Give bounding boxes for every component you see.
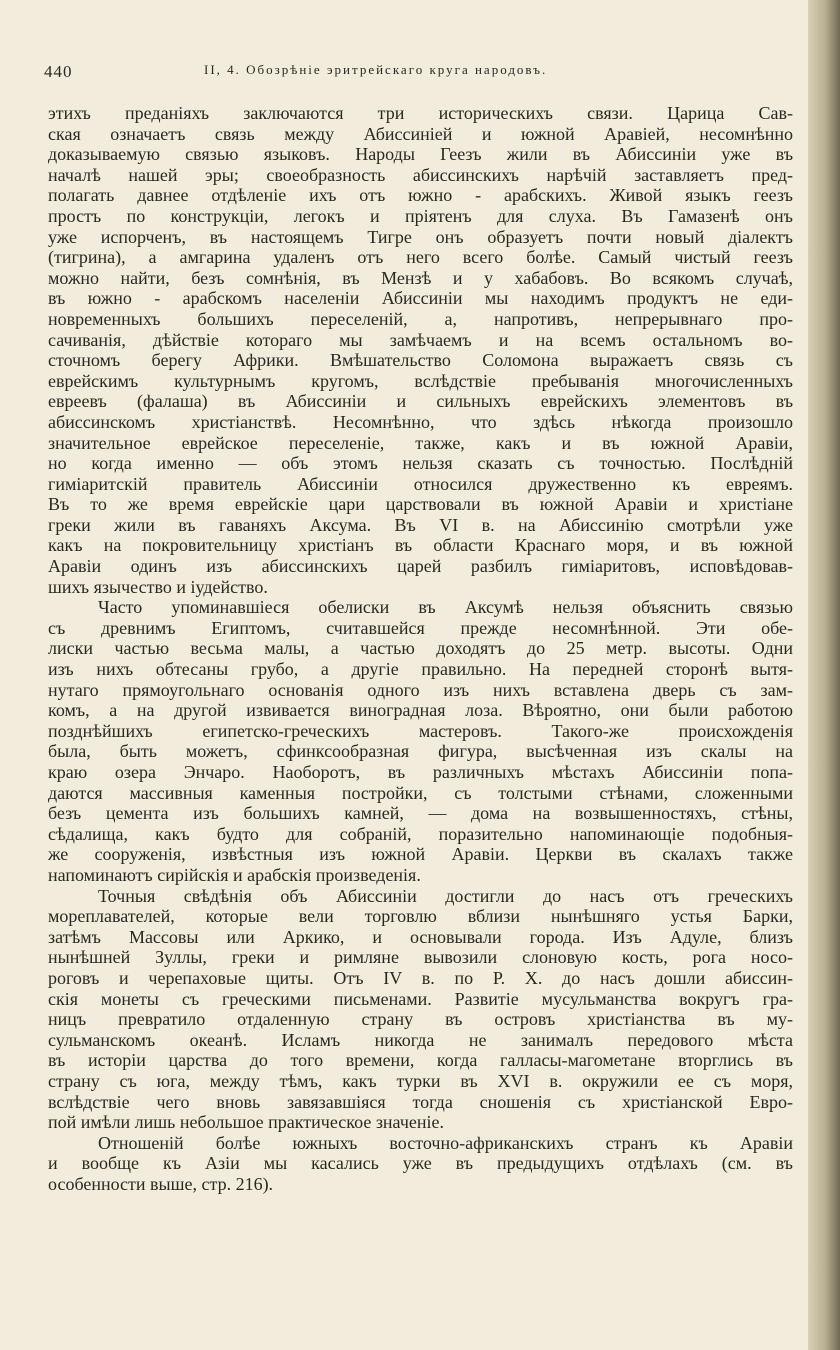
- text-line: нутаго прямоугольнаго основанія одного изъ нихъ вставлена дверь съ зам-: [48, 679, 793, 700]
- running-title: II, 4. Обозрѣніе эритрейскаго круга народовъ.: [204, 62, 548, 77]
- text-line: сѣдалища, какъ будто для собраній, поразительно напоминающіе подобныя-: [48, 823, 793, 844]
- page-edge: [808, 0, 840, 1350]
- text-line: пой имѣли лишь небольшое практическое значеніе.: [48, 1112, 444, 1133]
- text-line: евреевъ (фалаша) въ Абиссиніи и сильныхъ еврейскихъ элементовъ въ: [48, 391, 793, 412]
- text-line: краю озера Энчаро. Наоборотъ, въ различныхъ мѣстахъ Абиссиніи попа-: [48, 762, 793, 782]
- text-line: вслѣдствіе чего вновь завязавшіяся тогда сношенія съ христіанской Евро-: [48, 1091, 793, 1112]
- text-line: даются массивныя каменныя постройки, съ толстыми стѣнами, сложенными: [48, 782, 793, 803]
- text-line: страну съ юга, между тѣмъ, какъ турки въ XVI в. окружили ее съ моря,: [48, 1070, 793, 1091]
- text-line: сточномъ берегу Африки. Вмѣшательство Соломона выражаетъ связь съ: [48, 350, 793, 371]
- text-line: позднѣйшихъ египетско-греческихъ мастеровъ. Такого-же происхожденія: [48, 720, 793, 741]
- text-line: Въ то же время еврейскіе цари царствовали въ южной Аравіи и христіане: [48, 494, 793, 515]
- text-line: нынѣшней Зуллы, греки и римляне вывозили слоновую кость, рога носо-: [48, 947, 793, 968]
- text-line: гиміаритскій правитель Абиссиніи относился дружественно къ евреямъ.: [48, 473, 793, 494]
- text-line: но когда именно — объ этомъ нельзя сказать съ точностью. Послѣдній: [48, 453, 793, 474]
- text-line: особенности выше, стр. 216).: [48, 1173, 274, 1194]
- text-line: затѣмъ Массовы или Аркико, и основывали города. Изъ Адуле, близъ: [48, 926, 793, 947]
- text-line: этихъ преданіяхъ заключаются три историческихъ связи. Царица Сав-: [48, 103, 793, 123]
- body-text: [48, 103, 793, 1194]
- text-line: сачиванія, дѣйствіе котораго мы замѣчаемъ и на всемъ остальномъ во-: [48, 329, 793, 350]
- text-line: простъ по конструкціи, легокъ и пріятенъ для слуха. Въ Гамазенѣ онъ: [48, 205, 793, 226]
- text-line: въ исторіи царства до того времени, когда галласы-магометане вторглись въ: [48, 1050, 793, 1071]
- text-line: роговъ и черепаховые щиты. Отъ IV в. по Р. Х. до насъ дошли абиссин-: [48, 967, 793, 988]
- text-line: изъ нихъ обтесаны грубо, а другіе правильно. На передней сторонѣ вытя-: [48, 659, 793, 680]
- text-line: ская означаетъ связь между Абиссиніей и южной Аравіей, несомнѣнно: [48, 123, 793, 144]
- text-line: въ южно - арабскомъ населеніи Абиссиніи мы находимъ продуктъ не еди-: [48, 288, 793, 309]
- text-line: скія монеты съ греческими письменами. Развитіе мусульманства вокругъ гра-: [48, 988, 793, 1009]
- text-line: началѣ нашей эры; своеобразность абиссинскихъ нарѣчій заставляетъ пред-: [48, 164, 793, 185]
- text-line: (тигрина), а амгарина удаленъ отъ него всего болѣе. Самый чистый геезъ: [48, 247, 793, 268]
- text-line: безъ цемента изъ большихъ камней, — дома на возвышенностяхъ, стѣны,: [48, 803, 793, 824]
- text-line: можно найти, безъ сомнѣнія, въ Мензѣ и у хабабовъ. Во всякомъ случаѣ,: [48, 267, 793, 288]
- text-line: и вообще къ Азіи мы касались уже въ предыдущихъ отдѣлахъ (см. въ: [48, 1153, 793, 1174]
- text-line: абиссинскомъ христіанствѣ. Несомнѣнно, что здѣсь нѣкогда произошло: [48, 411, 793, 432]
- text-line: лиски частью весьма малы, а частью доходятъ до 25 метр. высоты. Одни: [48, 638, 793, 659]
- text-line: комъ, а на другой извивается виноградная лоза. Вѣроятно, они были работою: [48, 700, 793, 721]
- text-line: ницъ превратило отдаленную страну въ островъ христіанства въ му-: [48, 1009, 793, 1030]
- text-line: доказываемую связью языковъ. Народы Геезъ жили въ Абиссиніи уже въ: [48, 144, 793, 165]
- text-line: греки жили въ гаваняхъ Аксума. Въ VI в. на Абиссинію смотрѣли уже: [48, 514, 793, 535]
- text-line: новременныхъ большихъ переселеній, а, напротивъ, непрерывнаго про-: [48, 308, 793, 329]
- text-line: шихъ язычество и іудейство.: [48, 576, 268, 597]
- page-number: 440: [44, 62, 73, 81]
- text-line: мореплавателей, которые вели торговлю вблизи нынѣшняго устья Барки,: [48, 906, 793, 927]
- text-line: уже испорченъ, въ настоящемъ Тигре онъ образуетъ почти новый діалектъ: [48, 226, 793, 247]
- text-line: полагать давнее отдѣленіе ихъ отъ южно - арабскихъ. Живой языкъ геезъ: [48, 185, 793, 206]
- text-line: была, быть можетъ, сфинксообразная фигура, высѣченная изъ скалы на: [48, 741, 793, 762]
- text-line: сульманскомъ океанѣ. Исламъ никогда не занималъ передового мѣста: [48, 1029, 793, 1050]
- text-line: напоминаютъ сирійскія и арабскія произведенія.: [48, 864, 421, 885]
- paragraph-start-line: Часто упоминавшіеся обелиски въ Аксумѣ нельзя объяснить связью: [98, 597, 793, 618]
- text-line: значительное еврейское переселеніе, также, какъ и въ южной Аравіи,: [48, 432, 793, 453]
- text-line: же сооруженія, извѣстныя изъ южной Аравіи. Церкви въ скалахъ также: [48, 844, 793, 865]
- text-line: какъ на покровительницу христіанъ въ области Краснаго моря, и въ южной: [48, 535, 793, 556]
- text-line: съ древнимъ Египтомъ, считавшейся прежде несомнѣнной. Эти обе-: [48, 617, 793, 638]
- text-line: еврейскимъ культурнымъ кругомъ, вслѣдствіе пребыванія многочисленныхъ: [48, 370, 793, 391]
- paragraph-start-line: Отношеній болѣе южныхъ восточно-африканскихъ странъ къ Аравіи: [98, 1132, 793, 1153]
- page-header: [44, 62, 784, 86]
- paragraph-start-line: Точныя свѣдѣнія объ Абиссиніи достигли до насъ отъ греческихъ: [98, 885, 793, 906]
- text-line: Аравіи одинъ изъ абиссинскихъ царей разбилъ гиміаритовъ, исповѣдовав-: [48, 556, 793, 577]
